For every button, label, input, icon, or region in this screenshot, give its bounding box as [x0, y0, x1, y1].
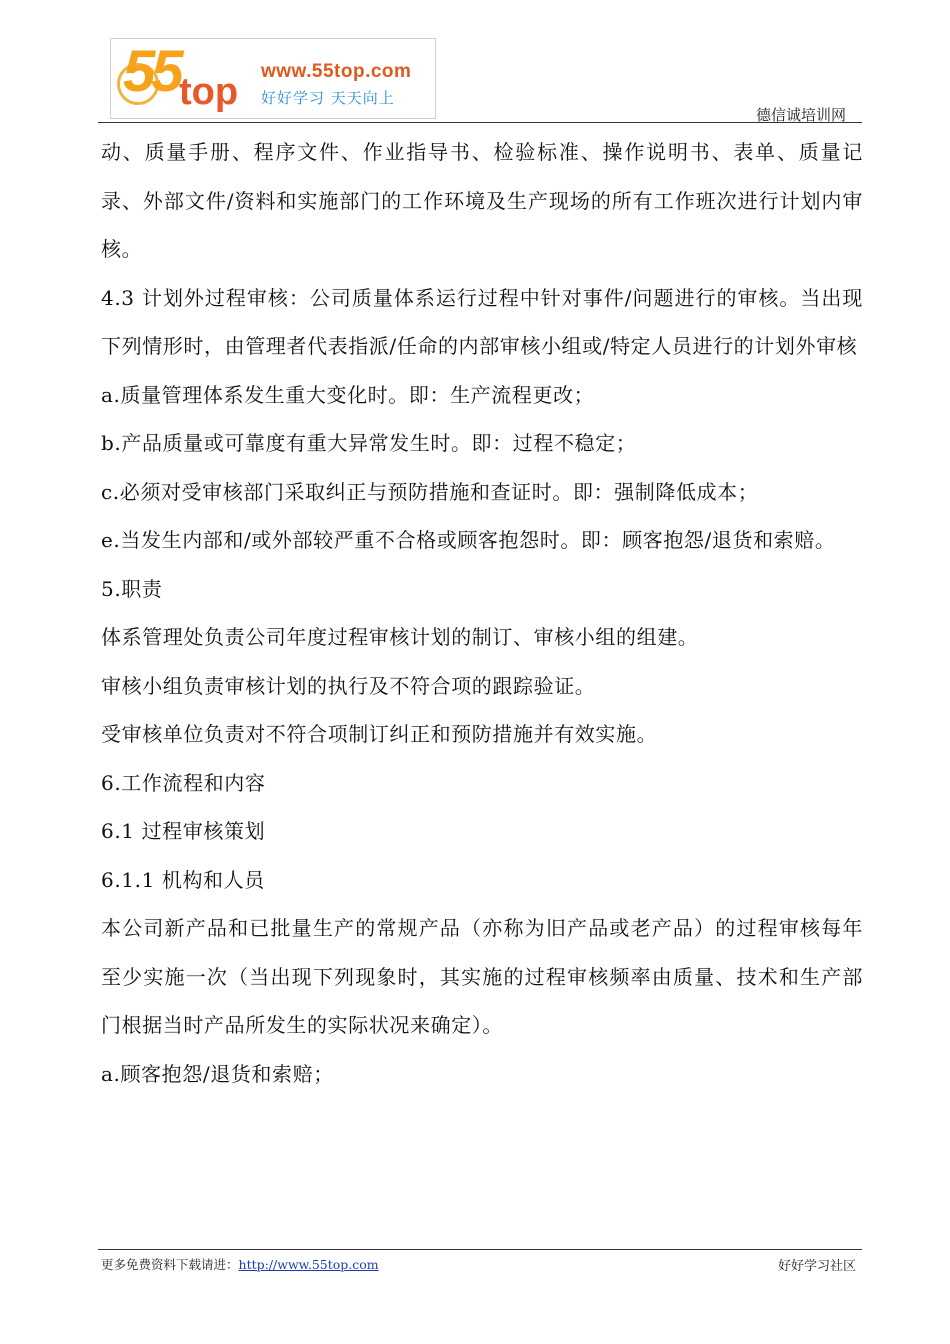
footer-divider	[98, 1249, 862, 1250]
logo-url: www.55top.com	[261, 61, 412, 82]
paragraph: a.质量管理体系发生重大变化时。即：生产流程更改；	[101, 382, 595, 407]
paragraph: 4.3 计划外过程审核：公司质量体系运行过程中针对事件/问题进行的审核。当出现下列情形时，由管理者代表指派/任命的内部审核小组或/特定人员进行的计划外审核	[101, 285, 863, 358]
section-heading: 6.1.1 机构和人员	[101, 867, 265, 892]
paragraph: b.产品质量或可靠度有重大异常发生时。即：过程不稳定；	[101, 431, 637, 455]
footer-download-note	[101, 1255, 379, 1273]
paragraph: 本公司新产品和已批量生产的常规产品（亦称为旧产品或老产品）的过程审核每年至少实施一次（当出现下列现象时，其实施的过程审核频率由质量、技术和生产部门根据当时产品所发生的实际状况来确定）。	[101, 916, 863, 1037]
section-heading: 6.1 过程审核策划	[101, 819, 266, 843]
paragraph: 受审核单位负责对不符合项制订纠正和预防措施并有效实施。	[101, 722, 658, 746]
document-body	[101, 128, 863, 1098]
footer-download-text: 更多免费资料下载请进：	[101, 1257, 239, 1272]
paragraph: 审核小组负责审核计划的执行及不符合项的跟踪验证。	[101, 673, 596, 698]
paragraph: a.顾客抱怨/退货和索赔；	[101, 1061, 334, 1086]
section-heading: 5.职责	[101, 576, 163, 601]
footer-community: 好好学习社区	[777, 1259, 856, 1274]
site-name: 德信诚培训网	[755, 106, 846, 124]
paragraph: 动、质量手册、程序文件、作业指导书、检验标准、操作说明书、表单、质量记录、外部文件/资料和实施部门的工作环境及生产现场的所有工作班次进行计划内审核。	[101, 140, 863, 261]
logo-number: 55	[123, 39, 180, 104]
logo-word: top	[179, 71, 239, 113]
section-heading: 6.工作流程和内容	[101, 770, 266, 795]
site-logo[interactable]	[110, 38, 436, 119]
footer-link[interactable]: http://www.55top.com	[238, 1257, 379, 1272]
paragraph: 体系管理处负责公司年度过程审核计划的制订、审核小组的组建。	[101, 625, 699, 649]
logo-slogan: 好好学习 天天向上	[261, 89, 395, 107]
paragraph: e.当发生内部和/或外部较严重不合格或顾客抱怨时。即：顾客抱怨/退货和索赔。	[101, 528, 836, 552]
paragraph: c.必须对受审核部门采取纠正与预防措施和查证时。即：强制降低成本；	[101, 479, 759, 504]
header-divider	[98, 122, 862, 123]
